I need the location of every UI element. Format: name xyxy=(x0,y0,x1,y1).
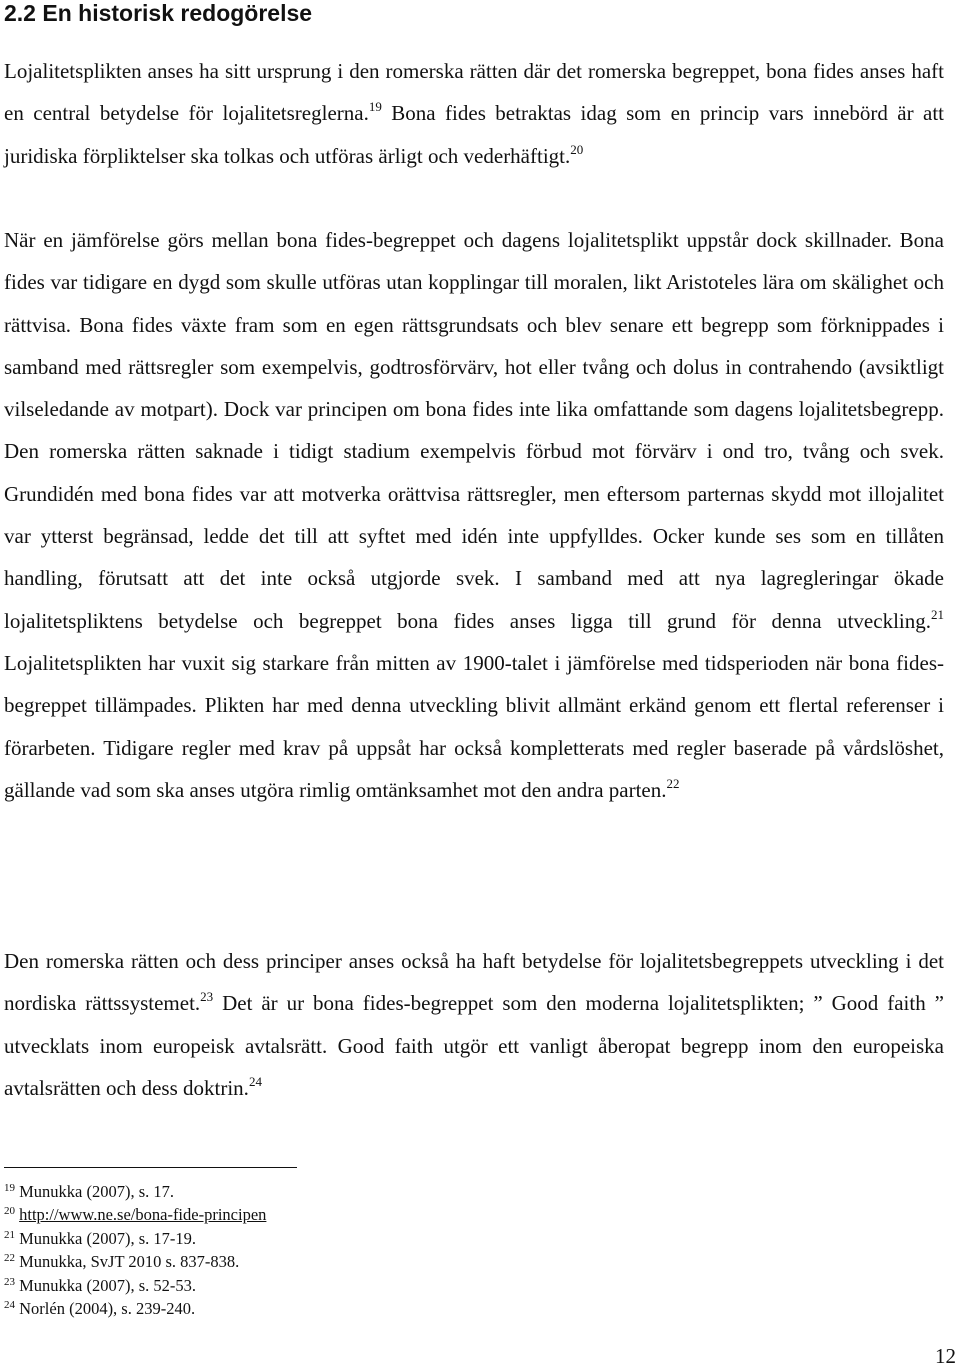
paragraph-text: Bona fides betraktas idag som en princip vars innebörd är att juridiska förpliktelser ska tolkas och utföras ärligt och vederhäftigt. xyxy=(4,101,944,168)
footnote-text: Munukka (2007), s. 17. xyxy=(19,1182,175,1201)
paragraph-text: När en jämförelse görs mellan bona fides-begreppet och dagens lojalitetsplikt uppstår dock skillnader. Bona fides var tidigare en dygd som skulle utföras utan kopplingar till moralen, likt Aristoteles lära om skälighet och rättvisa. Bona fides växte fram som en egen rättsgrundsats och blev senare ett begrepp som förknippades i samband med rättsregler som exempelvis, godtrosförvärv, hot eller tvång och dolus in contrahendo (avsiktligt vilseledande av motpart). Dock var principen om bona fides inte lika omfattande som dagens lojalitetsbegrepp. Den romerska rätten saknade i tidigt stadium exempelvis förbud mot förvärv i ond tro, tvång och svek. Grundidén med bona fides var att motverka orättvisa rättsregler, men eftersom parternas skydd mot illojalitet var ytterst begränsad, ledde det till att syftet med idén inte uppfylldes. Ocker kunde ses som en tillåten handling, förutsatt att det inte också utgjorde svek. I samband med att nya lagregleringar ökade lojalitetspliktens betydelse och begreppet bona fides anses ligga till grund för denna utveckling. xyxy=(4,228,944,633)
footnote-item xyxy=(4,1180,604,1203)
footnote-ref-23[interactable]: 23 xyxy=(200,989,214,1005)
paragraph-1 xyxy=(4,50,944,177)
footnote-item xyxy=(4,1274,604,1297)
footnote-number: 21 xyxy=(4,1228,15,1241)
footnote-number: 20 xyxy=(4,1205,15,1218)
footnote-number: 22 xyxy=(4,1252,15,1265)
footnote-number: 19 xyxy=(4,1182,15,1194)
footnote-link[interactable]: http://www.ne.se/bona-fide-principen xyxy=(19,1205,267,1225)
page-number: 12 xyxy=(935,1344,956,1368)
footnote-number: 23 xyxy=(4,1275,15,1288)
section-heading: 2.2 En historisk redogörelse xyxy=(4,0,313,26)
footnote-item xyxy=(4,1227,604,1250)
footnote-item xyxy=(4,1250,604,1273)
footnote-item xyxy=(4,1203,604,1226)
paragraph-text: Den romerska rätten och dess principer anses också ha haft betydelse för lojalitetsbegreppets utveckling i det nordiska rättssystemet. xyxy=(4,949,944,1016)
footnote-ref-19[interactable]: 19 xyxy=(368,99,382,115)
paragraph-text: Det är ur bona fides-begreppet som den moderna lojalitetsplikten; ” Good faith ” utvecklats inom europeisk avtalsrätt. Good faith utgör ett vanligt åberopat begrepp inom den europeiska avtalsrätten och dess doktrin. xyxy=(4,991,944,1100)
footnote-text: Munukka (2007), s. 52-53. xyxy=(19,1275,197,1295)
footnote-separator xyxy=(4,1167,297,1168)
footnote-ref-24[interactable]: 24 xyxy=(248,1073,262,1089)
footnote-ref-20[interactable]: 20 xyxy=(570,141,584,157)
footnote-ref-22[interactable]: 22 xyxy=(666,775,680,791)
footnote-item xyxy=(4,1297,604,1320)
footnote-text: Munukka, SvJT 2010 s. 837-838. xyxy=(19,1252,240,1272)
paragraph-text: Lojalitetsplikten har vuxit sig starkare från mitten av 1900-talet i jämförelse med tidsperioden när bona fides-begreppet tillämpades. Plikten har med denna utveckling blivit allmänt erkänd genom ett flertal referenser i förarbeten. Tidigare regler med krav på uppsåt har också kompletterats med regler baserade på vårdslöshet, gällande vad som ska anses utgöra rimlig omtänksamhet mot den andra parten. xyxy=(4,650,944,802)
footnote-number: 24 xyxy=(4,1299,15,1312)
paragraph-3 xyxy=(4,940,944,1109)
paragraph-text: Lojalitetsplikten anses ha sitt ursprung i den romerska rätten där det romerska begreppet, bona fides anses haft en central betydelse för lojalitetsreglerna. xyxy=(4,59,944,126)
paragraph-2 xyxy=(4,219,944,811)
footnote-list xyxy=(4,1180,604,1320)
footnote-text: Norlén (2004), s. 239-240. xyxy=(19,1299,196,1319)
footnote-ref-21[interactable]: 21 xyxy=(931,606,944,622)
footnote-text: Munukka (2007), s. 17-19. xyxy=(19,1228,197,1248)
